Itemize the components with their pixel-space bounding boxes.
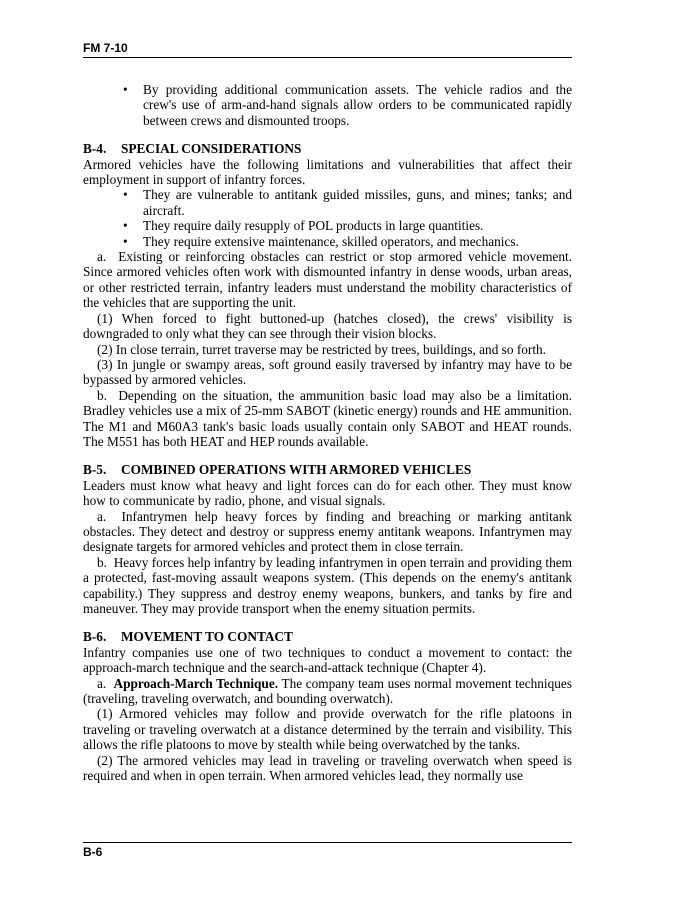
section-number: B-4.	[83, 141, 107, 157]
section-heading-b6	[83, 629, 572, 644]
paragraph: b. Depending on the situation, the ammunition basic load may also be a limitation. Bradley vehicles use a mix of 25-mm SABOT (kinetic energy) rounds and HE ammunition. The M1 and M60A3 tank's basic loads usually contain only SABOT and HEAT rounds. The M551 has both HEAT and HEP rounds available.	[83, 387, 572, 449]
paragraph: b. Heavy forces help infantry by leading infantrymen in open terrain and providing them a protected, fast-moving assault weapons system. (This depends on the enemy's antitank capability.) They suppress and destroy enemy weapons, bunkers, and tanks by fire and maneuver. They may provide transport when the enemy situation permits.	[83, 554, 572, 616]
limitations-list	[83, 187, 572, 249]
section-number: B-5.	[83, 462, 107, 478]
page-body	[83, 82, 572, 783]
running-header: FM 7-10	[83, 41, 128, 55]
paragraph: (3) In jungle or swampy areas, soft ground easily traversed by infantry may have to be bypassed by armored vehicles.	[83, 356, 572, 388]
paragraph: (2) In close terrain, turret traverse may be restricted by trees, buildings, and so forth.	[97, 341, 546, 357]
intro-bullet-list	[83, 82, 572, 128]
paragraph-label: a.	[97, 675, 114, 691]
page-number: B-6	[83, 845, 103, 859]
paragraph: a. Existing or reinforcing obstacles can restrict or stop armored vehicle movement. Since armored vehicles often work with dismounted infantry in dense woods, urban areas, or other restricted terrain, infantry leaders must understand the mobility characteristics of the vehicles that are supporting the unit.	[83, 249, 572, 311]
header-rule	[83, 57, 572, 58]
paragraph-run-in-heading: Approach-March Technique.	[113, 675, 279, 691]
section-title: SPECIAL CONSIDERATIONS	[121, 141, 302, 157]
paragraph: a. Infantrymen help heavy forces by finding and breaching or marking antitank obstacles. They detect and destroy or suppress enemy antitank weapons. Infantrymen may designate targets for armored vehicles and protect them in close terrain.	[83, 508, 572, 555]
section-intro: Leaders must know what heavy and light forces can do for each other. They must know how to communicate by radio, phone, and visual signals.	[83, 477, 572, 509]
section-number: B-6.	[83, 629, 107, 645]
section-intro: Infantry companies use one of two techniques to conduct a movement to contact: the approach-march technique and the search-and-attack technique (Chapter 4).	[83, 644, 572, 676]
list-item: • By providing additional communication assets. The vehicle radios and the crew's use of arm-and-hand signals allow orders to be communicated rapidly between crews and dismounted troops.	[83, 82, 572, 128]
paragraph: (1) Armored vehicles may follow and provide overwatch for the rifle platoons in traveling or traveling overwatch at a distance determined by the terrain and visibility. This allows the rifle platoons to move by stealth while being overwatched by the tanks.	[83, 706, 572, 753]
paragraph: (1) When forced to fight buttoned-up (hatches closed), the crews' visibility is downgraded to only what they can see through their vision blocks.	[83, 310, 572, 342]
section-intro: Armored vehicles have the following limitations and vulnerabilities that affect their employment in support of infantry forces.	[83, 156, 572, 188]
paragraph	[83, 676, 572, 707]
paragraph-text: The company team uses normal movement techniques (traveling, traveling overwatch, and bounding overwatch).	[83, 675, 572, 707]
list-item: • They require extensive maintenance, skilled operators, and mechanics.	[83, 234, 572, 249]
paragraph: (2) The armored vehicles may lead in traveling or traveling overwatch when speed is required and when in open terrain. When armored vehicles lead, they normally use	[83, 752, 572, 784]
section-heading-b4	[83, 141, 572, 156]
list-item: • They are vulnerable to antitank guided missiles, guns, and mines; tanks; and aircraft.	[83, 187, 572, 218]
section-heading-b5	[83, 462, 572, 477]
list-item: • They require daily resupply of POL products in large quantities.	[83, 218, 572, 233]
section-title: COMBINED OPERATIONS WITH ARMORED VEHICLES	[121, 462, 472, 478]
section-title: MOVEMENT TO CONTACT	[121, 629, 293, 645]
footer-rule	[83, 842, 572, 843]
